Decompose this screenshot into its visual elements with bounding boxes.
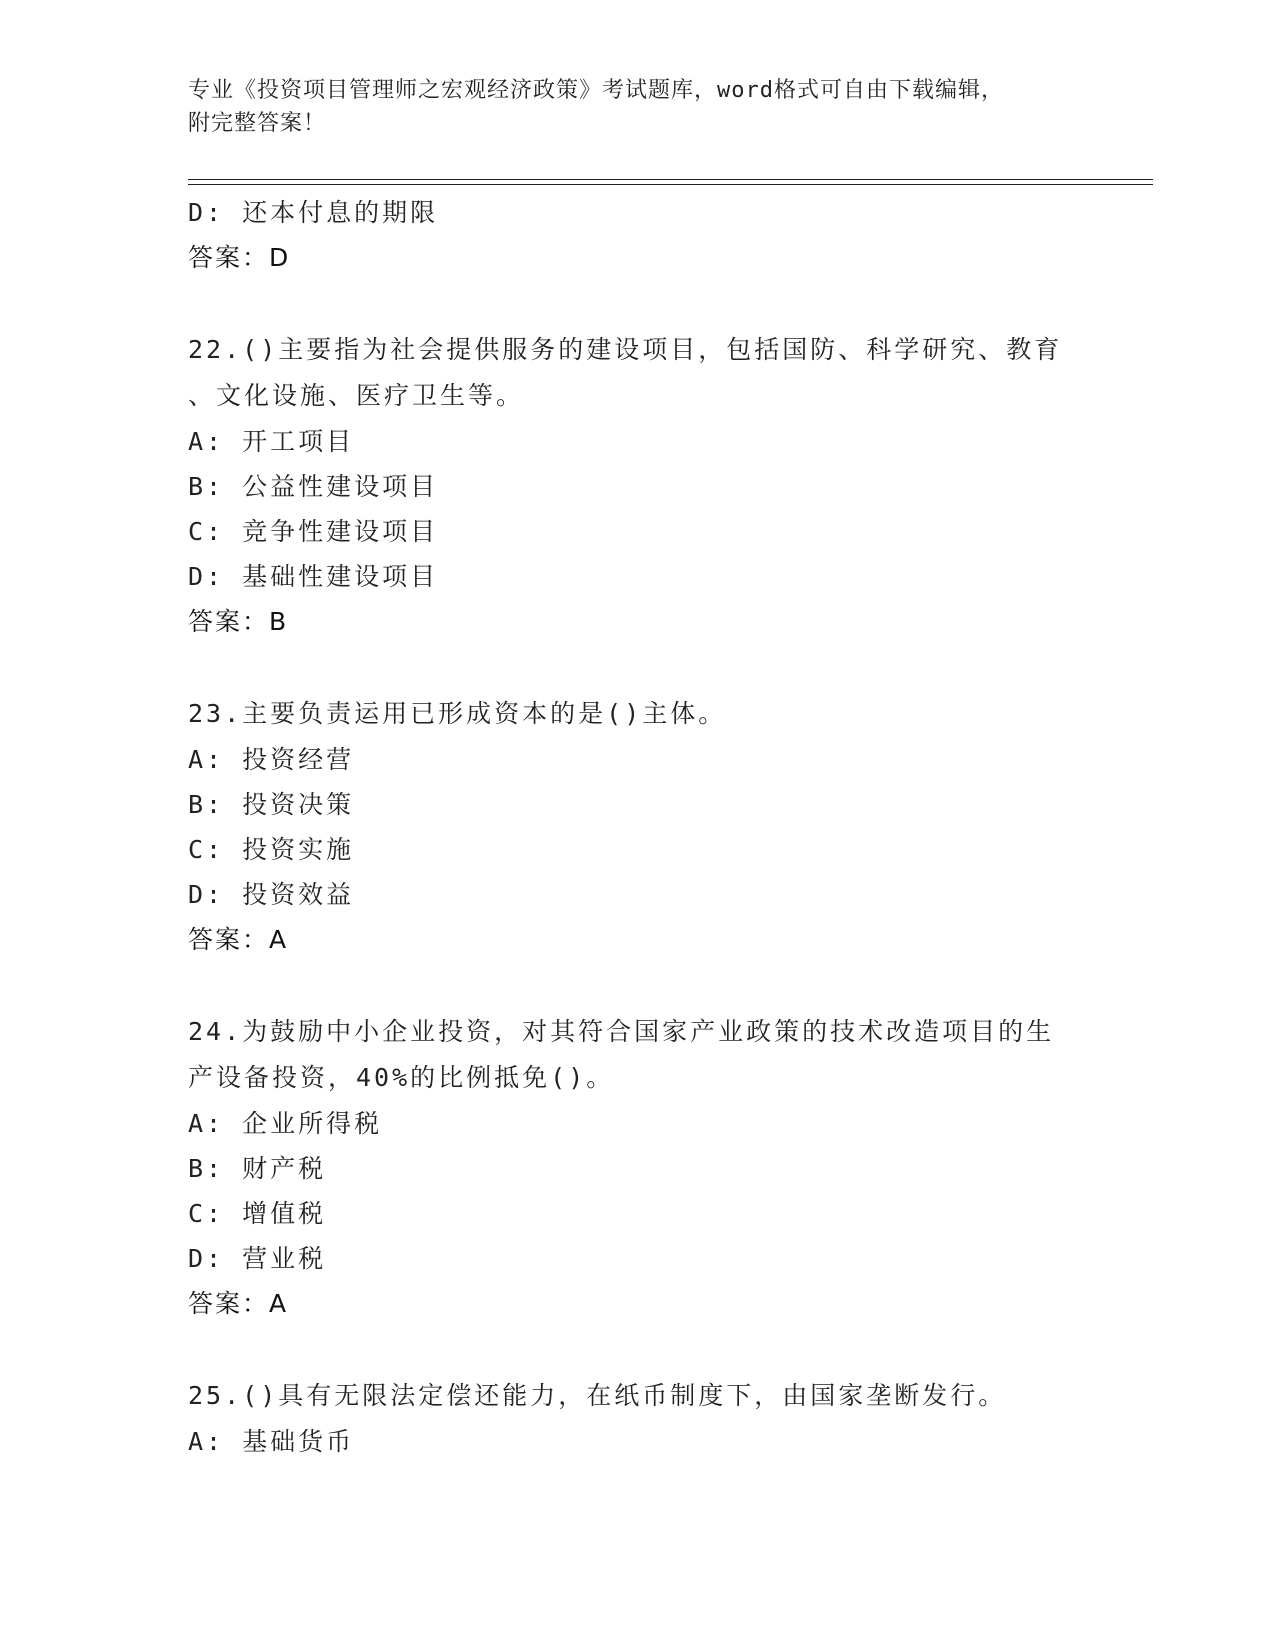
question-23 <box>188 691 1088 962</box>
option-d: D: 投资效益 <box>188 880 355 909</box>
question-stem: 25.()具有无限法定偿还能力，在纸币制度下，由国家垄断发行。 <box>188 1381 1007 1410</box>
question-22 <box>188 327 1088 644</box>
question-stem: 24.为鼓励中小企业投资，对其符合国家产业政策的技术改造项目的生 <box>188 1017 1055 1046</box>
option-c: C: 竞争性建设项目 <box>188 517 439 546</box>
option-d: D: 营业税 <box>188 1244 327 1273</box>
question-stem: 23.主要负责运用已形成资本的是()主体。 <box>188 699 727 728</box>
answer-line: 答案：B <box>188 607 289 636</box>
header-line-1: 专业《投资项目管理师之宏观经济政策》考试题库，word格式可自由下载编辑， <box>188 78 1004 103</box>
spacer <box>188 962 1088 1009</box>
option-a: A: 基础货币 <box>188 1427 355 1456</box>
document-header <box>188 74 1088 140</box>
answer-line: 答案：A <box>188 1289 289 1318</box>
question-stem-cont: 产设备投资，40%的比例抵免()。 <box>188 1063 615 1092</box>
option-b: B: 财产税 <box>188 1154 327 1183</box>
question-stem: 22.()主要指为社会提供服务的建设项目，包括国防、科学研究、教育 <box>188 335 1063 364</box>
spacer <box>188 1326 1088 1373</box>
header-line-2: 附完整答案！ <box>188 111 327 136</box>
question-content <box>188 190 1088 1464</box>
spacer <box>188 280 1088 327</box>
option-a: A: 开工项目 <box>188 427 355 456</box>
option-c: C: 增值税 <box>188 1199 327 1228</box>
answer-line: 答案：D <box>188 243 291 272</box>
header-divider-top <box>188 179 1153 180</box>
option-d: D: 还本付息的期限 <box>188 198 439 227</box>
option-b: B: 投资决策 <box>188 790 355 819</box>
option-c: C: 投资实施 <box>188 835 355 864</box>
question-25 <box>188 1373 1088 1464</box>
option-a: A: 企业所得税 <box>188 1109 383 1138</box>
header-divider-bottom <box>188 184 1153 185</box>
question-24 <box>188 1009 1088 1326</box>
answer-line: 答案：A <box>188 925 289 954</box>
spacer <box>188 644 1088 691</box>
question-stem-cont: 、文化设施、医疗卫生等。 <box>188 381 525 410</box>
option-d: D: 基础性建设项目 <box>188 562 439 591</box>
option-a: A: 投资经营 <box>188 745 355 774</box>
option-b: B: 公益性建设项目 <box>188 472 439 501</box>
